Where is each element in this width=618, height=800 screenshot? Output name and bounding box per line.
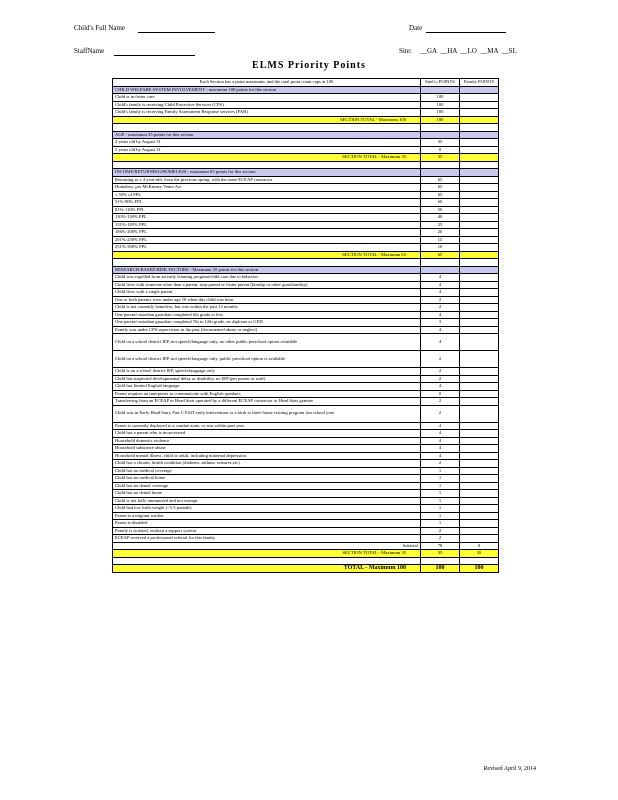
site-points-cell[interactable]: 0: [421, 390, 460, 398]
row-label: [113, 557, 421, 565]
family-points-cell[interactable]: [460, 101, 499, 109]
site-points-cell[interactable]: 1: [421, 497, 460, 505]
site-points-cell[interactable]: 60: [421, 199, 460, 207]
row-label: Returning as a 4-year-old, from the previous spring, with the same ECEAP contractor: [113, 176, 421, 184]
site-points-cell[interactable]: 1: [421, 520, 460, 528]
row-label: Household domestic violence: [113, 437, 421, 445]
site-points-cell[interactable]: 35: [421, 550, 460, 558]
site-points-cell[interactable]: 4: [421, 289, 460, 297]
family-points-cell[interactable]: 35: [460, 550, 499, 558]
site-points-cell[interactable]: 4: [421, 430, 460, 438]
site-points-cell[interactable]: 1: [421, 490, 460, 498]
table-row: [113, 304, 499, 312]
site-points-cell[interactable]: 2: [421, 368, 460, 376]
row-label: [113, 124, 421, 132]
site-points-cell[interactable]: [421, 557, 460, 565]
grand-family-points[interactable]: 100: [460, 565, 499, 573]
family-points-cell[interactable]: [460, 460, 499, 468]
row-label: ≤ 50% of FPL: [113, 191, 421, 199]
row-label: Child has no medical coverage: [113, 467, 421, 475]
site-points-cell[interactable]: 4: [421, 281, 460, 289]
family-points-cell[interactable]: [460, 497, 499, 505]
table-row: [113, 184, 499, 192]
family-points-cell[interactable]: [460, 445, 499, 453]
col-family-points: Family POINTS: [460, 79, 499, 87]
family-points-cell[interactable]: [460, 375, 499, 383]
family-points-cell[interactable]: [460, 206, 499, 214]
family-points-cell[interactable]: [460, 259, 499, 267]
site-points-cell[interactable]: 2: [421, 535, 460, 543]
row-label: Child has no dental home: [113, 490, 421, 498]
row-label: Child was expelled from an early learning program/child care due to behavior: [113, 274, 421, 282]
site-points-cell[interactable]: [421, 266, 460, 274]
table-row: [113, 368, 499, 376]
table-row: [113, 221, 499, 229]
site-points-cell[interactable]: 4: [421, 334, 460, 351]
family-points-cell[interactable]: [460, 266, 499, 274]
family-points-cell[interactable]: [460, 390, 499, 398]
family-points-cell[interactable]: [460, 334, 499, 351]
family-points-cell[interactable]: [460, 146, 499, 154]
site-options[interactable]: __GA __HA __LO __MA __SL: [420, 47, 517, 55]
family-points-cell[interactable]: [460, 131, 499, 139]
table-row: [113, 445, 499, 453]
priority-points-table: [112, 78, 499, 573]
section-total-row: [113, 154, 499, 162]
site-points-cell[interactable]: 65: [421, 184, 460, 192]
site-points-cell[interactable]: 2: [421, 460, 460, 468]
section-total-row: [113, 116, 499, 124]
family-points-cell[interactable]: [460, 467, 499, 475]
family-points-cell[interactable]: [460, 176, 499, 184]
site-points-cell[interactable]: 2: [421, 405, 460, 422]
site-points-cell[interactable]: [421, 124, 460, 132]
site-points-cell[interactable]: 35: [421, 154, 460, 162]
site-points-cell[interactable]: 4: [421, 445, 460, 453]
row-label: Child has a chronic health condition (diabetes, asthma, seizures,etc): [113, 460, 421, 468]
site-points-cell[interactable]: 15: [421, 236, 460, 244]
table-row: [113, 452, 499, 460]
family-points-cell[interactable]: [460, 229, 499, 237]
row-label: Child is not fully immunized and not exempt: [113, 497, 421, 505]
row-label: [113, 161, 421, 169]
staff-label: StaffName: [74, 47, 105, 55]
family-points-cell[interactable]: [460, 405, 499, 422]
child-name-label: Child's Full Name: [74, 24, 126, 32]
site-points-cell[interactable]: [421, 259, 460, 267]
child-name-field[interactable]: [138, 32, 215, 33]
family-points-cell[interactable]: [460, 184, 499, 192]
table-row: [113, 460, 499, 468]
table-row: [113, 520, 499, 528]
family-points-cell[interactable]: [460, 326, 499, 334]
row-label: SECTION TOTAL - Maximum 65: [113, 251, 421, 259]
table-row: [113, 206, 499, 214]
family-points-cell[interactable]: [460, 154, 499, 162]
row-label: One or both parents were under age 18 when this child was born: [113, 296, 421, 304]
row-label: Child is not currently homeless, but was within the past 12 months: [113, 304, 421, 312]
row-label: SECTION TOTAL - Maximum 100: [113, 116, 421, 124]
site-points-cell[interactable]: 25: [421, 221, 460, 229]
family-points-cell[interactable]: [460, 281, 499, 289]
row-label: Child is in foster care: [113, 94, 421, 102]
table-row: [113, 542, 499, 550]
family-points-cell[interactable]: [460, 527, 499, 535]
col-site-points: SiteCo POINTS: [421, 79, 460, 87]
row-label: Family was under CPS supervision in the past (documented abuse or neglect): [113, 326, 421, 334]
table-row: [113, 482, 499, 490]
row-label: Child has limited English language: [113, 383, 421, 391]
table-row: [113, 311, 499, 319]
table-row: [113, 497, 499, 505]
row-label: One parent/custodian guardian completed 7th to 12th grade, no diploma or GED: [113, 319, 421, 327]
table-row: [113, 490, 499, 498]
family-points-cell[interactable]: [460, 199, 499, 207]
spacer-row: [113, 557, 499, 565]
site-points-cell[interactable]: 4: [421, 437, 460, 445]
family-points-cell[interactable]: [460, 289, 499, 297]
table-row: [113, 334, 499, 351]
table-row: [113, 422, 499, 430]
row-label: INCOME/RETURNING/HOMELESS - maximum 65 points for this section: [113, 169, 421, 177]
site-points-cell[interactable]: 2: [421, 304, 460, 312]
family-points-cell[interactable]: [460, 116, 499, 124]
site-points-cell[interactable]: 1: [421, 475, 460, 483]
section-total-row: [113, 550, 499, 558]
family-points-cell[interactable]: [460, 86, 499, 94]
family-points-cell[interactable]: [460, 512, 499, 520]
row-label: Homeless, per McKinney Vento Act: [113, 184, 421, 192]
spacer-row: [113, 161, 499, 169]
row-label: Child is on a school district IEP, speech/language only: [113, 368, 421, 376]
row-label: Child has no dental coverage: [113, 482, 421, 490]
table-row: [113, 351, 499, 368]
table-row: [113, 326, 499, 334]
site-points-cell[interactable]: 4: [421, 311, 460, 319]
table-row: [113, 319, 499, 327]
table-row: [113, 505, 499, 513]
table-row: [113, 535, 499, 543]
table-row: [113, 296, 499, 304]
family-points-cell[interactable]: [460, 368, 499, 376]
table-row: [113, 430, 499, 438]
family-points-cell[interactable]: [460, 520, 499, 528]
site-points-cell[interactable]: 4: [421, 383, 460, 391]
family-points-cell[interactable]: 0: [460, 542, 499, 550]
site-points-cell[interactable]: 2: [421, 527, 460, 535]
row-label: 51%-80% FPL: [113, 199, 421, 207]
table-intro: Each Section has a point maximum, and the total point count caps at 100: [113, 79, 421, 87]
site-points-cell[interactable]: 78: [421, 542, 460, 550]
family-points-cell[interactable]: [460, 505, 499, 513]
table-row: [113, 274, 499, 282]
table-row: [113, 229, 499, 237]
family-points-cell[interactable]: [460, 139, 499, 147]
site-points-cell[interactable]: 65: [421, 251, 460, 259]
site-points-cell[interactable]: 1: [421, 482, 460, 490]
row-label: Parent is a migrant worker: [113, 512, 421, 520]
table-row: [113, 244, 499, 252]
table-row: [113, 176, 499, 184]
row-label: Subtotal: [113, 542, 421, 550]
site-points-cell[interactable]: 50: [421, 206, 460, 214]
site-points-cell[interactable]: 10: [421, 244, 460, 252]
table-row: [113, 109, 499, 117]
section-header-row: [113, 169, 499, 177]
table-row: [113, 437, 499, 445]
site-points-cell[interactable]: [421, 86, 460, 94]
family-points-cell[interactable]: [460, 214, 499, 222]
row-label: Child has a parent who is incarcerated: [113, 430, 421, 438]
family-points-cell[interactable]: [460, 161, 499, 169]
row-label: 201%-250% FPL: [113, 236, 421, 244]
family-points-cell[interactable]: [460, 274, 499, 282]
row-label: Household substance abuse: [113, 445, 421, 453]
site-points-cell[interactable]: 4: [421, 326, 460, 334]
row-label: Parent requires an interpreter to communicate with English speakers: [113, 390, 421, 398]
table-row: [113, 214, 499, 222]
site-points-cell[interactable]: [421, 131, 460, 139]
family-points-cell[interactable]: [460, 94, 499, 102]
row-label: 4 years old by August 31: [113, 139, 421, 147]
table-row: [113, 236, 499, 244]
row-label: Child had low birth weight (<5.5 pounds): [113, 505, 421, 513]
table-row: [113, 146, 499, 154]
row-label: 251%-300% FPL: [113, 244, 421, 252]
family-points-cell[interactable]: [460, 296, 499, 304]
row-label: [113, 259, 421, 267]
row-label: AGE - maximum 35 points for this section: [113, 131, 421, 139]
table-row: [113, 527, 499, 535]
site-points-cell[interactable]: 65: [421, 191, 460, 199]
family-points-cell[interactable]: [460, 452, 499, 460]
grand-total-row: [113, 565, 499, 573]
family-points-cell[interactable]: [460, 169, 499, 177]
site-points-cell[interactable]: 100: [421, 94, 460, 102]
family-points-cell[interactable]: [460, 191, 499, 199]
page-title: ELMS Priority Points: [252, 60, 366, 71]
section-header-row: [113, 266, 499, 274]
row-label: 110%-130% FPL: [113, 214, 421, 222]
site-points-cell[interactable]: 0: [421, 146, 460, 154]
site-points-cell[interactable]: [421, 169, 460, 177]
site-points-cell[interactable]: 100: [421, 109, 460, 117]
site-points-cell[interactable]: 100: [421, 101, 460, 109]
row-label: Parent is currently deployed to a combat zone, or was within past year: [113, 422, 421, 430]
family-points-cell[interactable]: [460, 311, 499, 319]
row-label: Child has suspected developmental delay or disability, no IEP (per parent or staff): [113, 375, 421, 383]
row-label: One parent/custodian guardian completed 6th grade or less: [113, 311, 421, 319]
row-label: 186%-200% FPL: [113, 229, 421, 237]
family-points-cell[interactable]: [460, 351, 499, 368]
site-points-cell[interactable]: 35: [421, 139, 460, 147]
table-row: [113, 289, 499, 297]
site-points-cell[interactable]: 2: [421, 351, 460, 368]
family-points-cell[interactable]: [460, 244, 499, 252]
table-row: [113, 375, 499, 383]
table-row: [113, 512, 499, 520]
site-points-cell[interactable]: 2: [421, 398, 460, 406]
table-row: [113, 94, 499, 102]
family-points-cell[interactable]: [460, 221, 499, 229]
grand-site-points[interactable]: 100: [421, 565, 460, 573]
row-label: Child's family is receiving Child Protective Services (CPS): [113, 101, 421, 109]
revised-date: Revised April 9, 2014: [483, 766, 536, 772]
table-row: [113, 405, 499, 422]
site-points-cell[interactable]: 3: [421, 319, 460, 327]
site-points-cell[interactable]: 2: [421, 375, 460, 383]
table-row: [113, 467, 499, 475]
row-label: Household mental illness, child or adult, including maternal depression: [113, 452, 421, 460]
row-label: Transferring from an ECEAP or Head Start operated by a different ECEAP contractor or Head Start grantee: [113, 398, 421, 406]
row-label: 3 years old by August 31: [113, 146, 421, 154]
table-row: [113, 390, 499, 398]
row-label: Parent is disabled: [113, 520, 421, 528]
site-points-cell[interactable]: 40: [421, 214, 460, 222]
table-row: [113, 475, 499, 483]
table-row: [113, 101, 499, 109]
row-label: Child on a school district IEP, not speech/language only, public preschool option is available: [113, 351, 421, 368]
section-total-row: [113, 251, 499, 259]
family-points-cell[interactable]: [460, 437, 499, 445]
row-label: SECTION TOTAL - Maximum 35: [113, 154, 421, 162]
family-points-cell[interactable]: [460, 422, 499, 430]
family-points-cell[interactable]: [460, 557, 499, 565]
site-points-cell[interactable]: 4: [421, 274, 460, 282]
table-row: [113, 281, 499, 289]
grand-total-label: TOTAL - Maximum 100: [113, 565, 421, 573]
section-header-row: [113, 131, 499, 139]
row-label: 131%-185% FPL: [113, 221, 421, 229]
spacer-row: [113, 259, 499, 267]
site-points-cell[interactable]: 1: [421, 512, 460, 520]
family-points-cell[interactable]: [460, 482, 499, 490]
site-points-cell[interactable]: 65: [421, 176, 460, 184]
staff-field[interactable]: [114, 55, 195, 56]
family-points-cell[interactable]: [460, 430, 499, 438]
table-row: [113, 398, 499, 406]
row-label: RESEARCH-BASED RISK FACTORS - Maximum 35 points for this section: [113, 266, 421, 274]
family-points-cell[interactable]: [460, 236, 499, 244]
site-points-cell[interactable]: 1: [421, 467, 460, 475]
row-label: 81%-110% FPL: [113, 206, 421, 214]
site-points-cell[interactable]: 1: [421, 505, 460, 513]
row-label: ECEAP received a professional referral for this family.: [113, 535, 421, 543]
family-points-cell[interactable]: [460, 109, 499, 117]
spacer-row: [113, 124, 499, 132]
family-points-cell[interactable]: [460, 490, 499, 498]
family-points-cell[interactable]: [460, 475, 499, 483]
row-label: Family is isolated, without a support system: [113, 527, 421, 535]
family-points-cell[interactable]: [460, 535, 499, 543]
table-row: [113, 383, 499, 391]
site-label: Site:: [399, 47, 412, 55]
site-points-cell[interactable]: [421, 161, 460, 169]
family-points-cell[interactable]: [460, 124, 499, 132]
family-points-cell[interactable]: [460, 383, 499, 391]
row-label: Child has no medical home: [113, 475, 421, 483]
family-points-cell[interactable]: [460, 251, 499, 259]
row-label: Child lives with a single parent: [113, 289, 421, 297]
table-row: [113, 191, 499, 199]
table-row: [113, 139, 499, 147]
site-points-cell[interactable]: 4: [421, 452, 460, 460]
site-points-cell[interactable]: 4: [421, 422, 460, 430]
family-points-cell[interactable]: [460, 398, 499, 406]
row-label: Child was in Early Head Start, Part C ESIT early intervention or a birth to three home visiting program last school year: [113, 405, 421, 422]
family-points-cell[interactable]: [460, 304, 499, 312]
site-points-cell[interactable]: 100: [421, 116, 460, 124]
family-points-cell[interactable]: [460, 319, 499, 327]
row-label: SECTION TOTAL - Maximum 35: [113, 550, 421, 558]
row-label: Child on a school district IEP, not speech/language only, no other public preschool option available: [113, 334, 421, 351]
row-label: Child lives with someone other than a parent, step-parent or foster parent (kinship or other guardianship): [113, 281, 421, 289]
date-field[interactable]: [426, 32, 506, 33]
site-points-cell[interactable]: 2: [421, 296, 460, 304]
row-label: CHILD WELFARE SYSTEM INVOLVEMENT - maximum 100 points for this section: [113, 86, 421, 94]
table-row: [113, 199, 499, 207]
site-points-cell[interactable]: 20: [421, 229, 460, 237]
section-header-row: [113, 86, 499, 94]
row-label: Child's family is receiving Family Assessment Response services (FAR): [113, 109, 421, 117]
date-label: Date: [409, 24, 423, 32]
